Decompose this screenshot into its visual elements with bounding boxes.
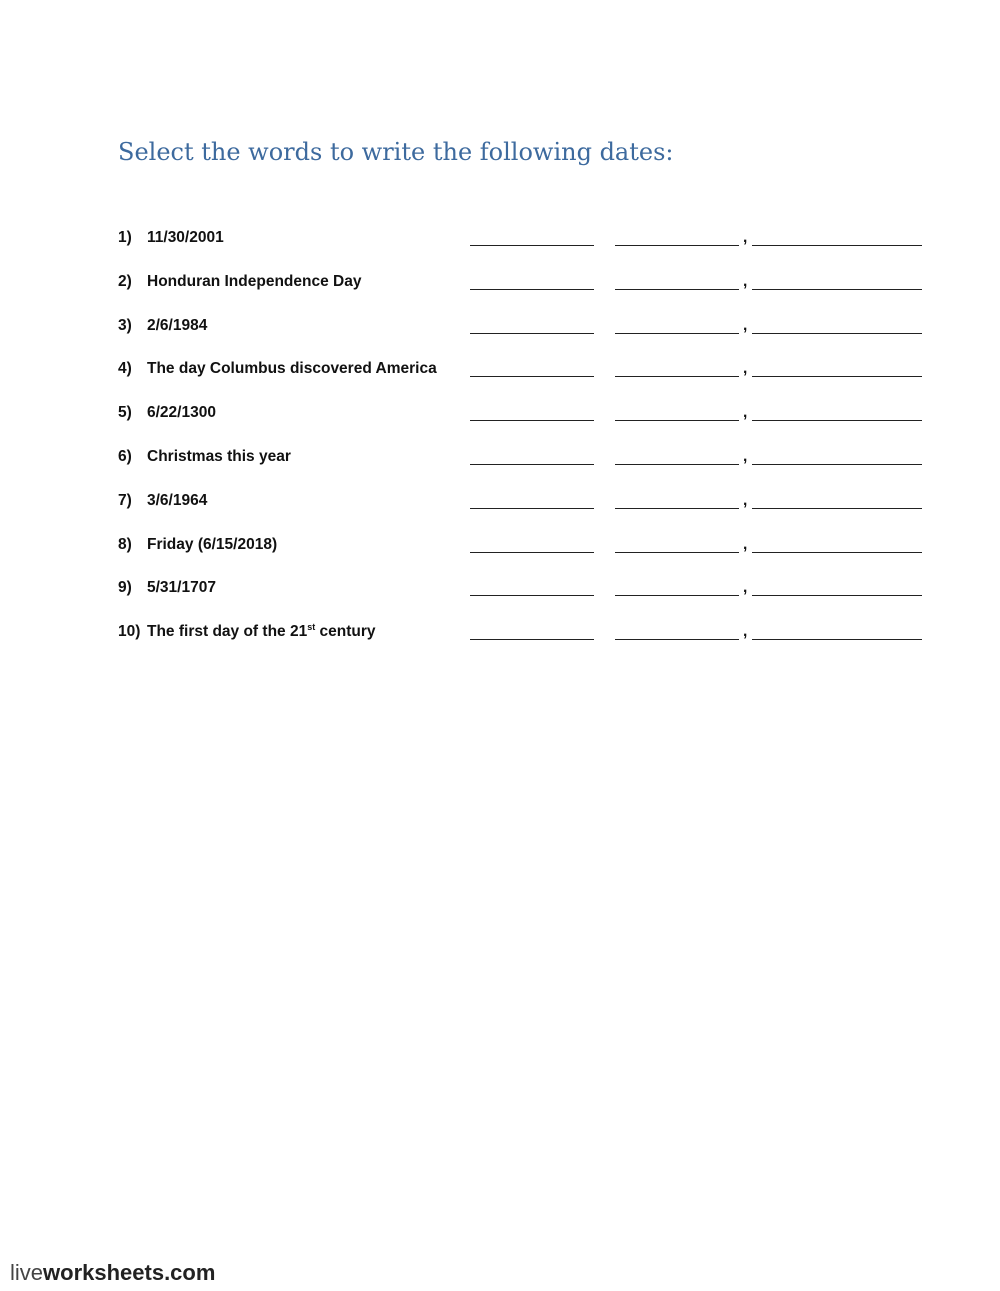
month-day-blank[interactable] xyxy=(615,639,739,640)
prompt-text: century xyxy=(315,623,376,641)
list-item xyxy=(118,399,928,443)
item-number: 9) xyxy=(118,579,132,597)
month-day-blank[interactable] xyxy=(615,333,739,334)
item-prompt: 6/22/1300 xyxy=(147,404,216,422)
weekday-blank[interactable] xyxy=(470,639,594,640)
comma-separator: , xyxy=(743,447,748,465)
list-item xyxy=(118,224,928,268)
weekday-blank[interactable] xyxy=(470,333,594,334)
year-blank[interactable] xyxy=(752,639,922,640)
list-item xyxy=(118,487,928,531)
year-blank[interactable] xyxy=(752,595,922,596)
weekday-blank[interactable] xyxy=(470,552,594,553)
list-item xyxy=(118,618,928,662)
item-number: 10) xyxy=(118,623,141,641)
month-day-blank[interactable] xyxy=(615,552,739,553)
date-items-list xyxy=(118,224,928,662)
item-number: 8) xyxy=(118,535,132,553)
month-day-blank[interactable] xyxy=(615,595,739,596)
item-prompt: Christmas this year xyxy=(147,447,291,465)
liveworksheets-logo[interactable] xyxy=(10,1260,215,1286)
weekday-blank[interactable] xyxy=(470,464,594,465)
year-blank[interactable] xyxy=(752,508,922,509)
comma-separator: , xyxy=(743,229,748,246)
item-prompt: The day Columbus discovered America xyxy=(147,360,437,378)
year-blank[interactable] xyxy=(752,420,922,421)
item-number: 7) xyxy=(118,491,132,509)
month-day-blank[interactable] xyxy=(615,420,739,421)
year-blank[interactable] xyxy=(752,333,922,334)
month-day-blank[interactable] xyxy=(615,289,739,290)
item-number: 1) xyxy=(118,229,132,246)
year-blank[interactable] xyxy=(752,289,922,290)
weekday-blank[interactable] xyxy=(470,420,594,421)
list-item xyxy=(118,312,928,356)
month-day-blank[interactable] xyxy=(615,464,739,465)
item-prompt xyxy=(147,623,376,641)
comma-separator: , xyxy=(743,316,748,334)
year-blank[interactable] xyxy=(752,245,922,246)
item-number: 2) xyxy=(118,272,132,290)
item-prompt: 2/6/1984 xyxy=(147,316,208,334)
list-item xyxy=(118,355,928,399)
weekday-blank[interactable] xyxy=(470,245,594,246)
list-item xyxy=(118,531,928,575)
year-blank[interactable] xyxy=(752,464,922,465)
item-prompt: 5/31/1707 xyxy=(147,579,216,597)
item-number: 4) xyxy=(118,360,132,378)
year-blank[interactable] xyxy=(752,552,922,553)
comma-separator: , xyxy=(743,623,748,641)
comma-separator: , xyxy=(743,579,748,597)
comma-separator: , xyxy=(743,360,748,378)
month-day-blank[interactable] xyxy=(615,245,739,246)
logo-text-worksheets: worksheets.com xyxy=(43,1260,216,1285)
list-item xyxy=(118,443,928,487)
item-prompt: 3/6/1964 xyxy=(147,491,208,509)
list-item xyxy=(118,574,928,618)
item-prompt: Friday (6/15/2018) xyxy=(147,535,278,553)
comma-separator: , xyxy=(743,535,748,553)
list-item xyxy=(118,268,928,312)
weekday-blank[interactable] xyxy=(470,376,594,377)
worksheet-title: Select the words to write the following dates: xyxy=(118,138,674,166)
prompt-text: The first day of the 21 xyxy=(147,623,308,641)
weekday-blank[interactable] xyxy=(470,508,594,509)
comma-separator: , xyxy=(743,272,748,290)
weekday-blank[interactable] xyxy=(470,595,594,596)
weekday-blank[interactable] xyxy=(470,289,594,290)
month-day-blank[interactable] xyxy=(615,376,739,377)
month-day-blank[interactable] xyxy=(615,508,739,509)
item-prompt: Honduran Independence Day xyxy=(147,272,362,290)
comma-separator: , xyxy=(743,404,748,422)
logo-text-live: live xyxy=(10,1260,44,1285)
item-prompt: 11/30/2001 xyxy=(147,229,224,246)
comma-separator: , xyxy=(743,491,748,509)
item-number: 6) xyxy=(118,447,132,465)
year-blank[interactable] xyxy=(752,376,922,377)
item-number: 3) xyxy=(118,316,132,334)
ordinal-suffix: st xyxy=(307,622,316,633)
item-number: 5) xyxy=(118,404,132,422)
